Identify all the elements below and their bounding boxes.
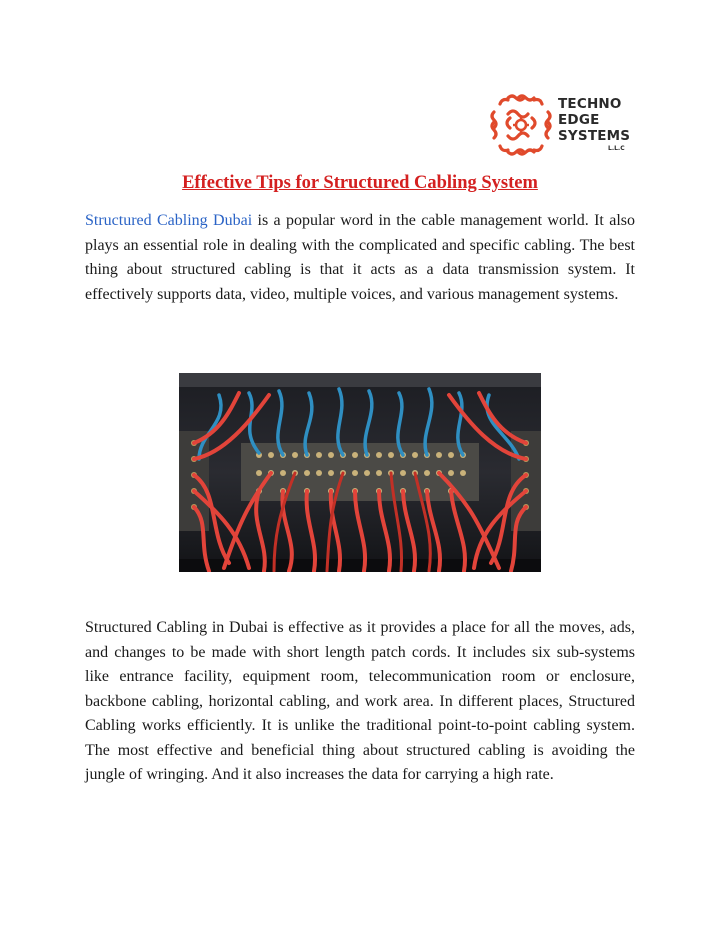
logo-line-techno: TECHNO (558, 96, 622, 112)
details-paragraph: Structured Cabling in Dubai is effective as it provides a place for all the moves, ads, and changes to be made with short length patch cords. It includes six sub-systems like entrance facility, equipment room, telecommunication room or enclosure, backbone cabling, horizontal cabling, and work area. In different places, Structured Cabling works efficiently. It is unlike the traditional point-to-point cabling system. The most effective and beneficial thing about structured cabling is avoiding the jungle of wringing. And it also increases the data for carrying a high rate. (85, 619, 635, 783)
logo-line-systems: SYSTEMS (558, 128, 631, 144)
company-logo (488, 92, 638, 158)
logo-wordmark (558, 96, 630, 144)
logo-line-edge: EDGE (558, 112, 600, 128)
article-title: Effective Tips for Structured Cabling System (182, 173, 538, 193)
structured-cabling-link[interactable]: Structured Cabling Dubai (85, 212, 253, 229)
logo-llc: L.L.C (608, 145, 625, 152)
intro-paragraph (85, 209, 635, 307)
cabling-rack-photo (179, 373, 541, 572)
intro-text: is a popular word in the cable management world. It also plays an essential role in dealing with the complicated and specific cabling. The best thing about structured cabling is that it acts as a data transmission system. It effectively supports data, video, multiple voices, and various management systems. (85, 212, 635, 303)
gear-pattern-icon (488, 92, 554, 158)
